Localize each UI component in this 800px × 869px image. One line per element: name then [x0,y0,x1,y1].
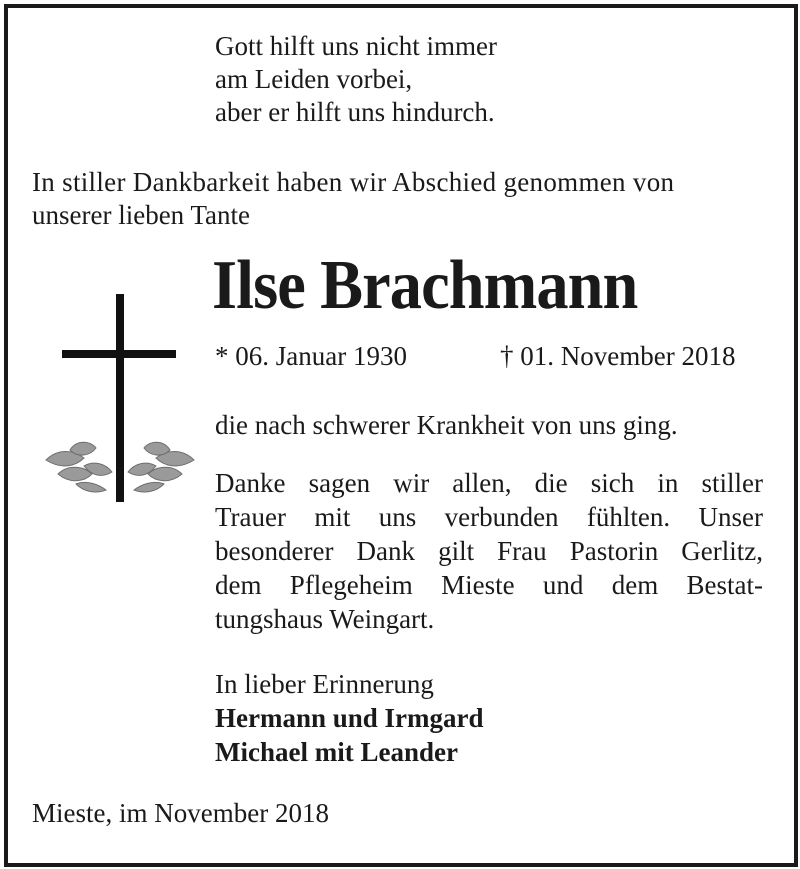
motto-line: Gott hilft uns nicht immer [215,31,497,61]
intro-text [32,166,762,232]
motto [215,30,497,129]
intro-line: In stiller Dankbarkeit haben wir Abschied genommen von [32,167,675,197]
death-date: † 01. November 2018 [500,341,736,371]
intro-line: unserer lieben Tante [32,200,251,230]
cross-with-leaves-icon [40,290,200,510]
thanks-line: tungshaus Weingart. [215,604,435,634]
motto-line: aber er hilft uns hindurch. [215,97,495,127]
statement: die nach schwerer Krankheit von uns ging. [215,410,678,440]
thanks-line: besonderer Dank gilt Frau Pastorin Gerlitz, [215,536,763,566]
motto-line: am Leiden vorbei, [215,64,413,94]
memory-line: In lieber Erinnerung [215,669,434,699]
thanks-line: Danke sagen wir allen, die sich in stiller [215,468,763,498]
signature-name: Michael mit Leander [215,737,458,767]
thanks-line: Trauer mit uns verbunden fühlten. Unser [215,502,763,532]
birth-date: * 06. Januar 1930 [215,341,407,371]
thanks-line: dem Pflegeheim Mieste und dem Bestat- [215,570,763,600]
deceased-name: Ilse Brachmann [212,247,638,324]
thanks-paragraph [215,466,763,636]
place-date: Mieste, im November 2018 [32,798,329,828]
signature-name: Hermann und Irmgard [215,703,484,733]
